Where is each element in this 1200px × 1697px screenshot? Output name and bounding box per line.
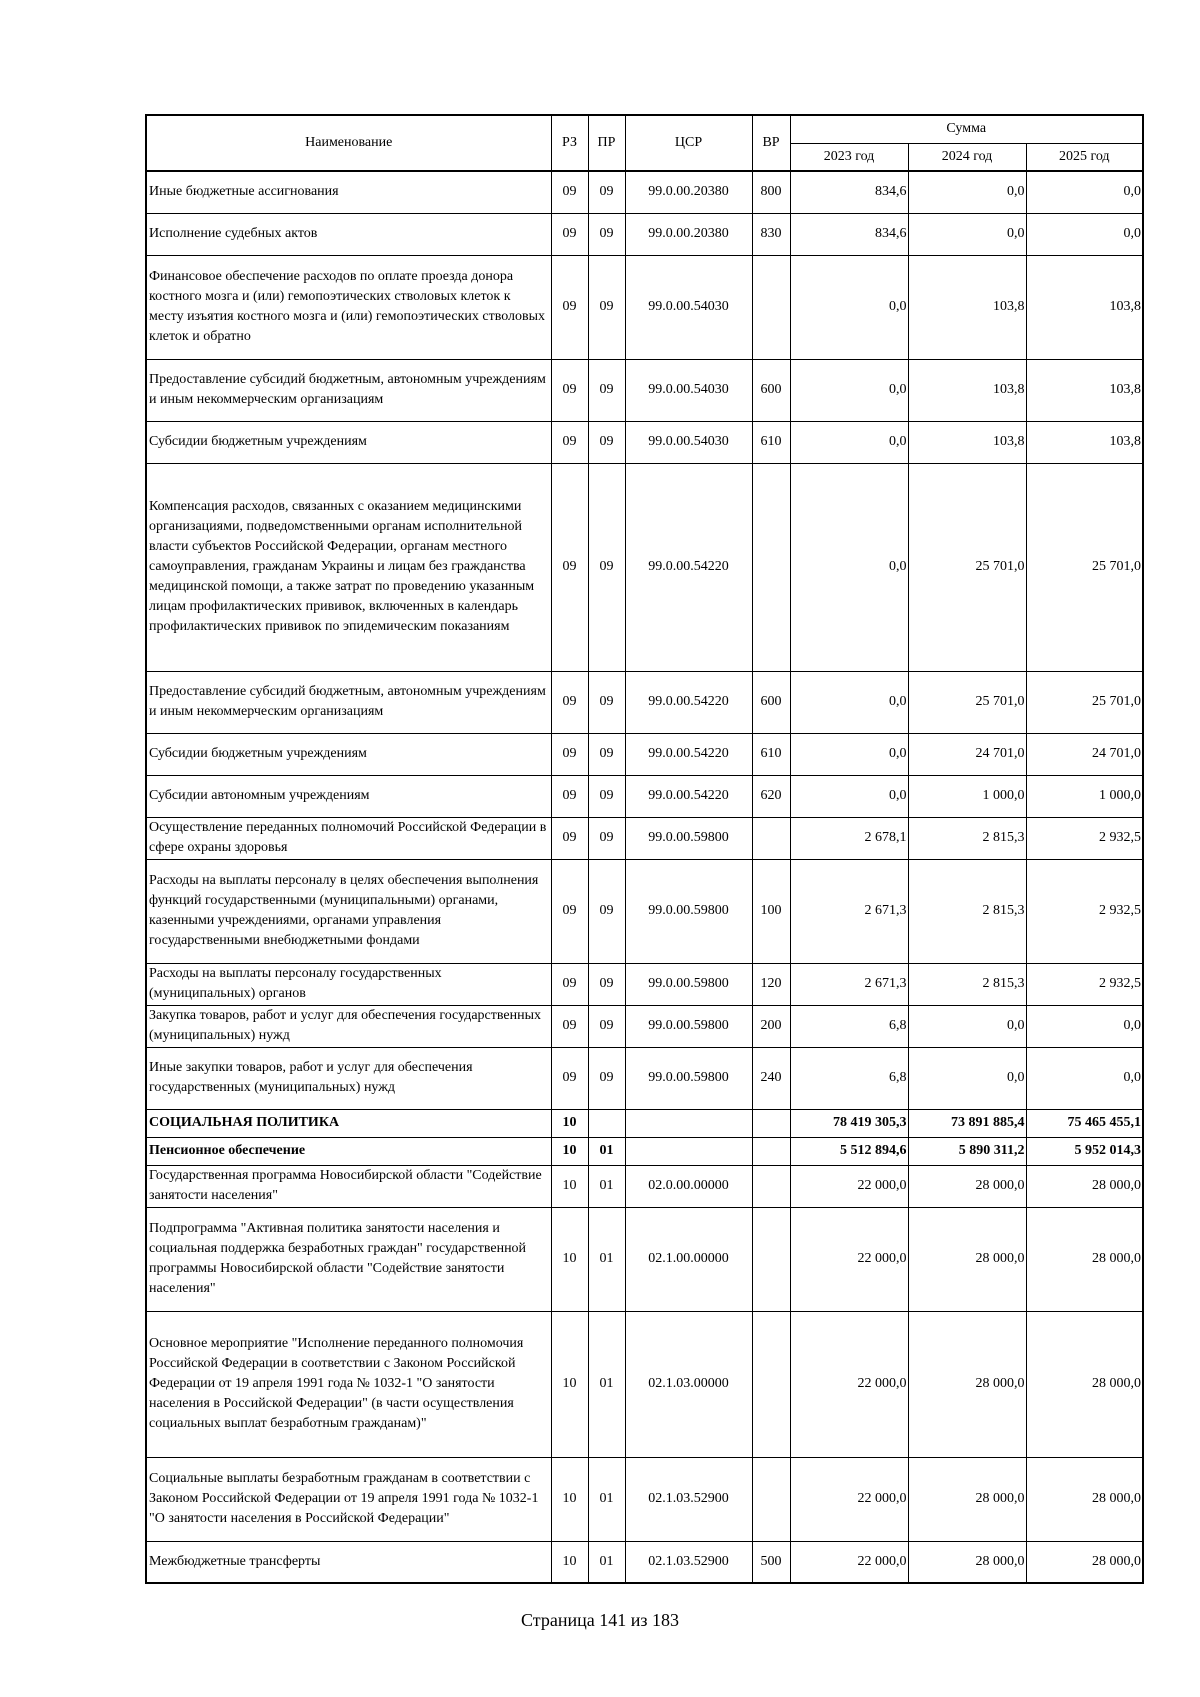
row-vr [752,255,790,359]
row-rz: 09 [551,775,588,817]
row-pr: 01 [588,1311,625,1457]
row-pr: 09 [588,733,625,775]
budget-table [145,114,1144,1584]
row-pr: 09 [588,1005,625,1047]
row-name: Межбюджетные трансферты [146,1541,551,1583]
row-pr: 09 [588,463,625,671]
table-row [146,671,1143,733]
row-sum-2023: 22 000,0 [790,1207,908,1311]
row-vr [752,1207,790,1311]
row-sum-2023: 0,0 [790,421,908,463]
row-name: Расходы на выплаты персоналу государственных (муниципальных) органов [146,963,551,1005]
row-pr: 09 [588,775,625,817]
row-csr: 99.0.00.59800 [625,817,752,859]
row-csr: 02.1.03.00000 [625,1311,752,1457]
table-row [146,1137,1143,1165]
header-vr: ВР [752,115,790,171]
row-vr: 500 [752,1541,790,1583]
header-year-2025: 2025 год [1026,143,1143,171]
row-sum-2023: 2 678,1 [790,817,908,859]
row-name: Пенсионное обеспечение [146,1137,551,1165]
row-name: Финансовое обеспечение расходов по оплате проезда донора костного мозга и (или) гемопоэтических стволовых клеток к месту изъятия костного мозга и (или) гемопоэтических стволовых клеток и обратно [146,255,551,359]
row-sum-2024: 73 891 885,4 [908,1109,1026,1137]
row-sum-2025: 103,8 [1026,255,1143,359]
row-rz: 09 [551,671,588,733]
row-rz: 09 [551,463,588,671]
row-pr: 09 [588,213,625,255]
row-vr: 240 [752,1047,790,1109]
row-csr: 99.0.00.54220 [625,463,752,671]
row-sum-2024: 28 000,0 [908,1207,1026,1311]
row-vr [752,1109,790,1137]
row-sum-2025: 0,0 [1026,213,1143,255]
row-pr: 01 [588,1207,625,1311]
row-sum-2023: 834,6 [790,213,908,255]
row-sum-2024: 0,0 [908,1005,1026,1047]
row-csr: 99.0.00.59800 [625,1047,752,1109]
row-sum-2025: 0,0 [1026,171,1143,213]
row-sum-2025: 2 932,5 [1026,859,1143,963]
row-rz: 09 [551,817,588,859]
row-sum-2023: 22 000,0 [790,1165,908,1207]
row-vr: 800 [752,171,790,213]
row-csr: 99.0.00.59800 [625,859,752,963]
row-sum-2023: 2 671,3 [790,963,908,1005]
header-year-2023: 2023 год [790,143,908,171]
row-rz: 09 [551,733,588,775]
row-csr: 02.1.00.00000 [625,1207,752,1311]
row-vr: 830 [752,213,790,255]
row-vr: 120 [752,963,790,1005]
row-vr: 620 [752,775,790,817]
row-sum-2024: 25 701,0 [908,671,1026,733]
row-rz: 10 [551,1137,588,1165]
row-pr: 09 [588,359,625,421]
row-csr [625,1109,752,1137]
row-name: Основное мероприятие "Исполнение переданного полномочия Российской Федерации в соответствии с Законом Российской Федерации от 19 апреля 1991 года № 1032-1 "О занятости населения в Российской Федерации" (в части осуществления социальных выплат безработным гражданам)" [146,1311,551,1457]
table-row [146,1047,1143,1109]
row-name: Государственная программа Новосибирской области "Содействие занятости населения" [146,1165,551,1207]
row-sum-2025: 28 000,0 [1026,1207,1143,1311]
row-vr [752,463,790,671]
row-sum-2024: 103,8 [908,255,1026,359]
header-rz: РЗ [551,115,588,171]
row-rz: 10 [551,1165,588,1207]
row-vr: 600 [752,671,790,733]
row-name: Исполнение судебных актов [146,213,551,255]
row-sum-2024: 103,8 [908,359,1026,421]
header-name: Наименование [146,115,551,171]
row-sum-2024: 0,0 [908,171,1026,213]
row-csr: 99.0.00.54030 [625,421,752,463]
row-sum-2025: 28 000,0 [1026,1541,1143,1583]
table-row [146,1165,1143,1207]
table-row [146,359,1143,421]
row-csr: 99.0.00.54030 [625,255,752,359]
row-sum-2024: 2 815,3 [908,963,1026,1005]
row-sum-2023: 0,0 [790,463,908,671]
row-rz: 09 [551,171,588,213]
row-rz: 09 [551,1047,588,1109]
row-vr [752,817,790,859]
row-pr: 09 [588,255,625,359]
row-vr [752,1137,790,1165]
row-pr: 01 [588,1137,625,1165]
row-pr: 09 [588,1047,625,1109]
row-sum-2024: 24 701,0 [908,733,1026,775]
table-row [146,255,1143,359]
row-csr: 99.0.00.54030 [625,359,752,421]
row-csr: 02.0.00.00000 [625,1165,752,1207]
row-csr: 99.0.00.20380 [625,171,752,213]
row-name: Компенсация расходов, связанных с оказанием медицинскими организациями, подведомственными органам исполнительной власти субъектов Российской Федерации, органам местного самоуправления, гражданам Украины и лицам без гражданства медицинской помощи, а также затрат по проведению указанным лицам профилактических прививок, включенных в календарь профилактических прививок по эпидемическим показаниям [146,463,551,671]
table-row [146,963,1143,1005]
row-name: Подпрограмма "Активная политика занятости населения и социальная поддержка безработных граждан" государственной программы Новосибирской области "Содействие занятости населения" [146,1207,551,1311]
row-sum-2023: 0,0 [790,733,908,775]
row-sum-2024: 28 000,0 [908,1165,1026,1207]
row-sum-2023: 22 000,0 [790,1311,908,1457]
row-sum-2025: 25 701,0 [1026,463,1143,671]
row-sum-2025: 0,0 [1026,1005,1143,1047]
row-name: Осуществление переданных полномочий Российской Федерации в сфере охраны здоровья [146,817,551,859]
row-name: Социальные выплаты безработным гражданам в соответствии с Законом Российской Федерации от 19 апреля 1991 года № 1032-1 "О занятости населения в Российской Федерации" [146,1457,551,1541]
table-row [146,1207,1143,1311]
row-csr: 99.0.00.54220 [625,671,752,733]
row-csr: 02.1.03.52900 [625,1457,752,1541]
table-row [146,421,1143,463]
row-pr: 09 [588,817,625,859]
row-name: Субсидии бюджетным учреждениям [146,421,551,463]
row-pr: 01 [588,1457,625,1541]
row-pr: 09 [588,859,625,963]
row-sum-2024: 1 000,0 [908,775,1026,817]
row-vr: 610 [752,733,790,775]
row-sum-2023: 0,0 [790,671,908,733]
row-sum-2023: 834,6 [790,171,908,213]
row-rz: 10 [551,1109,588,1137]
page-number: Страница 141 из 183 [521,1610,679,1630]
row-pr: 09 [588,963,625,1005]
row-csr: 99.0.00.54220 [625,733,752,775]
row-vr: 100 [752,859,790,963]
row-name: Иные закупки товаров, работ и услуг для обеспечения государственных (муниципальных) нужд [146,1047,551,1109]
row-sum-2024: 25 701,0 [908,463,1026,671]
row-sum-2025: 2 932,5 [1026,963,1143,1005]
row-sum-2025: 1 000,0 [1026,775,1143,817]
row-name: Иные бюджетные ассигнования [146,171,551,213]
row-rz: 10 [551,1541,588,1583]
table-body [146,171,1143,1583]
header-sum: Сумма [790,115,1143,143]
row-rz: 09 [551,963,588,1005]
row-sum-2024: 28 000,0 [908,1541,1026,1583]
row-sum-2023: 0,0 [790,255,908,359]
row-sum-2023: 0,0 [790,359,908,421]
row-vr: 200 [752,1005,790,1047]
row-vr [752,1165,790,1207]
row-rz: 09 [551,213,588,255]
row-name: Предоставление субсидий бюджетным, автономным учреждениям и иным некоммерческим организациям [146,671,551,733]
row-name: Расходы на выплаты персоналу в целях обеспечения выполнения функций государственными (муниципальными) органами, казенными учреждениями, органами управления государственными внебюджетными фондами [146,859,551,963]
row-name: Закупка товаров, работ и услуг для обеспечения государственных (муниципальных) нужд [146,1005,551,1047]
table-row [146,775,1143,817]
row-pr: 09 [588,671,625,733]
row-rz: 09 [551,859,588,963]
row-pr: 09 [588,421,625,463]
row-rz: 10 [551,1311,588,1457]
table-row [146,1311,1143,1457]
row-sum-2024: 0,0 [908,1047,1026,1109]
row-csr: 99.0.00.20380 [625,213,752,255]
row-sum-2025: 5 952 014,3 [1026,1137,1143,1165]
row-pr [588,1109,625,1137]
row-sum-2023: 22 000,0 [790,1457,908,1541]
row-csr [625,1137,752,1165]
row-sum-2023: 78 419 305,3 [790,1109,908,1137]
table-row [146,1109,1143,1137]
row-pr: 01 [588,1165,625,1207]
row-sum-2024: 2 815,3 [908,817,1026,859]
row-name: Предоставление субсидий бюджетным, автономным учреждениям и иным некоммерческим организациям [146,359,551,421]
header-pr: ПР [588,115,625,171]
row-csr: 02.1.03.52900 [625,1541,752,1583]
row-sum-2023: 2 671,3 [790,859,908,963]
row-sum-2023: 5 512 894,6 [790,1137,908,1165]
row-sum-2025: 2 932,5 [1026,817,1143,859]
row-rz: 10 [551,1207,588,1311]
row-sum-2025: 28 000,0 [1026,1165,1143,1207]
row-csr: 99.0.00.59800 [625,1005,752,1047]
table-row [146,859,1143,963]
row-vr [752,1457,790,1541]
header-csr: ЦСР [625,115,752,171]
row-sum-2025: 28 000,0 [1026,1457,1143,1541]
row-vr [752,1311,790,1457]
table-row [146,817,1143,859]
row-rz: 09 [551,255,588,359]
row-sum-2025: 25 701,0 [1026,671,1143,733]
header-year-2024: 2024 год [908,143,1026,171]
row-sum-2025: 24 701,0 [1026,733,1143,775]
row-sum-2025: 28 000,0 [1026,1311,1143,1457]
row-sum-2025: 75 465 455,1 [1026,1109,1143,1137]
row-sum-2025: 103,8 [1026,359,1143,421]
row-vr: 600 [752,359,790,421]
row-rz: 09 [551,359,588,421]
row-sum-2024: 28 000,0 [908,1311,1026,1457]
row-sum-2024: 103,8 [908,421,1026,463]
row-rz: 09 [551,1005,588,1047]
table-row [146,463,1143,671]
table-row [146,1457,1143,1541]
row-sum-2025: 103,8 [1026,421,1143,463]
row-sum-2024: 2 815,3 [908,859,1026,963]
row-sum-2024: 28 000,0 [908,1457,1026,1541]
row-pr: 09 [588,171,625,213]
table-row [146,1541,1143,1583]
row-name: СОЦИАЛЬНАЯ ПОЛИТИКА [146,1109,551,1137]
row-rz: 09 [551,421,588,463]
row-vr: 610 [752,421,790,463]
row-pr: 01 [588,1541,625,1583]
row-rz: 10 [551,1457,588,1541]
row-name: Субсидии автономным учреждениям [146,775,551,817]
row-sum-2023: 22 000,0 [790,1541,908,1583]
table-row [146,733,1143,775]
table-row [146,213,1143,255]
row-sum-2024: 0,0 [908,213,1026,255]
row-csr: 99.0.00.54220 [625,775,752,817]
row-csr: 99.0.00.59800 [625,963,752,1005]
row-sum-2023: 0,0 [790,775,908,817]
table-row [146,1005,1143,1047]
row-sum-2023: 6,8 [790,1005,908,1047]
row-sum-2025: 0,0 [1026,1047,1143,1109]
row-sum-2024: 5 890 311,2 [908,1137,1026,1165]
table-row [146,171,1143,213]
row-name: Субсидии бюджетным учреждениям [146,733,551,775]
row-sum-2023: 6,8 [790,1047,908,1109]
